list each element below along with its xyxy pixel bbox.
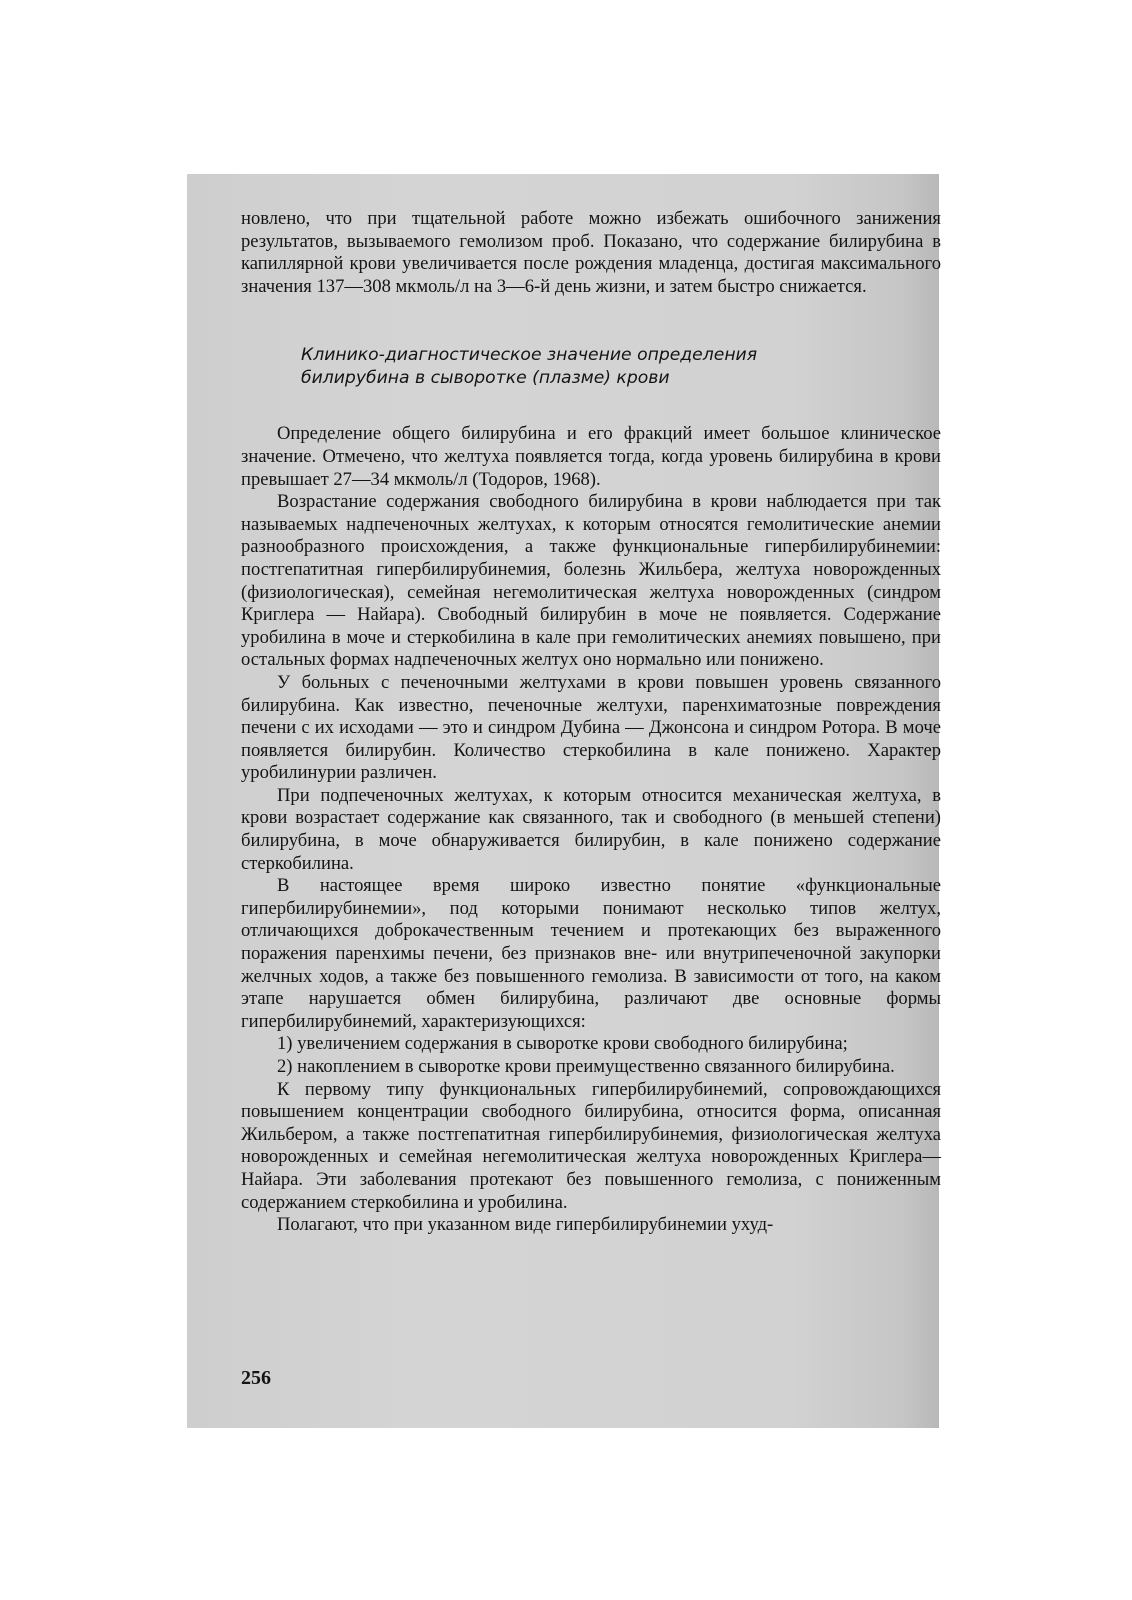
page-number: 256 (241, 1367, 271, 1389)
paragraph: К первому типу функциональных гипербилирубинемий, сопровождающихся повышением концентрации свободного билирубина, относится форма, описанная Жильбером, а также постгепатитная гипербилирубинемия, физиологическая желтуха новорожденных и семейная негемолитическая желтуха новорожденных Криглера—Найара. Эти заболевания протекают без повышенного гемолиза, с пониженным содержанием стеркобилина и уробилина. (241, 1078, 941, 1213)
list-item: 2) накоплением в сыворотке крови преимущественно связанного билирубина. (277, 1056, 895, 1077)
paragraph: При подпеченочных желтухах, к которым относится механическая желтуха, в крови возрастает содержание как связанного, так и свободного (в меньшей степени) билирубина, в моче обнаруживается билирубин, в кале понижено содержание стеркобилина. (241, 784, 941, 874)
paragraph: В настоящее время широко известно понятие «функциональные гипербилирубинемии», под которыми понимают несколько типов желтух, отличающихся доброкачественным течением и протекающих без выраженного поражения паренхимы печени, без признаков вне- или внутрипеченочной закупорки желчных ходов, а также без повышенного гемолиза. В зависимости от того, на каком этапе нарушается обмен билирубина, различают две основные формы гипербилирубинемий, характеризующихся: (241, 875, 941, 1032)
paragraph: У больных с печеночными желтухами в крови повышен уровень связанного билирубина. Как известно, печеночные желтухи, паренхиматозные повреждения печени с их исходами — это и синдром Дубина — Джонсона и синдром Ротора. В моче появляется билирубин. Количество стеркобилина в кале понижено. Характер уробилинурии различен. (241, 671, 941, 784)
paragraph: Полагают, что при указанном виде гипербилирубинемии ухуд- (277, 1214, 774, 1236)
section-heading: Клинико-диагностическое значение определения билирубина в сыворотке (плазме) крови (301, 345, 758, 389)
page-text-body (241, 208, 941, 1237)
list-item: 1) увеличением содержания в сыворотке крови свободного билирубина; (277, 1033, 848, 1055)
paragraph: Возрастание содержания свободного билирубина в крови наблюдается при так называемых надпеченочных желтухах, к которым относятся гемолитические анемии разнообразного происхождения, а также функциональные гипербилирубинемии: постгепатитная гипербилирубинемия, болезнь Жильбера, желтуха новорожденных (физиологическая), семейная негемолитическая желтуха новорожденных (синдром Криглера — Найара). Свободный билирубин в моче не появляется. Содержание уробилина в моче и стеркобилина в кале при гемолитических анемиях повышено, при остальных формах надпеченочных желтух оно нормально или понижено. (241, 491, 941, 671)
paragraph: Определение общего билирубина и его фракций имеет большое клиническое значение. Отмечено, что желтуха появляется тогда, когда уровень билирубина в крови превышает 27—34 мкмоль/л (Тодоров, 1968). (241, 423, 941, 490)
scanned-page (187, 174, 939, 1428)
intro-paragraph: новлено, что при тщательной работе можно избежать ошибочного занижения результатов, вызываемого гемолизом проб. Показано, что содержание билирубина в капиллярной крови увеличивается после рождения младенца, достигая максимального значения 137—308 мкмоль/л на 3—6-й день жизни, и затем быстро снижается. (241, 208, 941, 297)
